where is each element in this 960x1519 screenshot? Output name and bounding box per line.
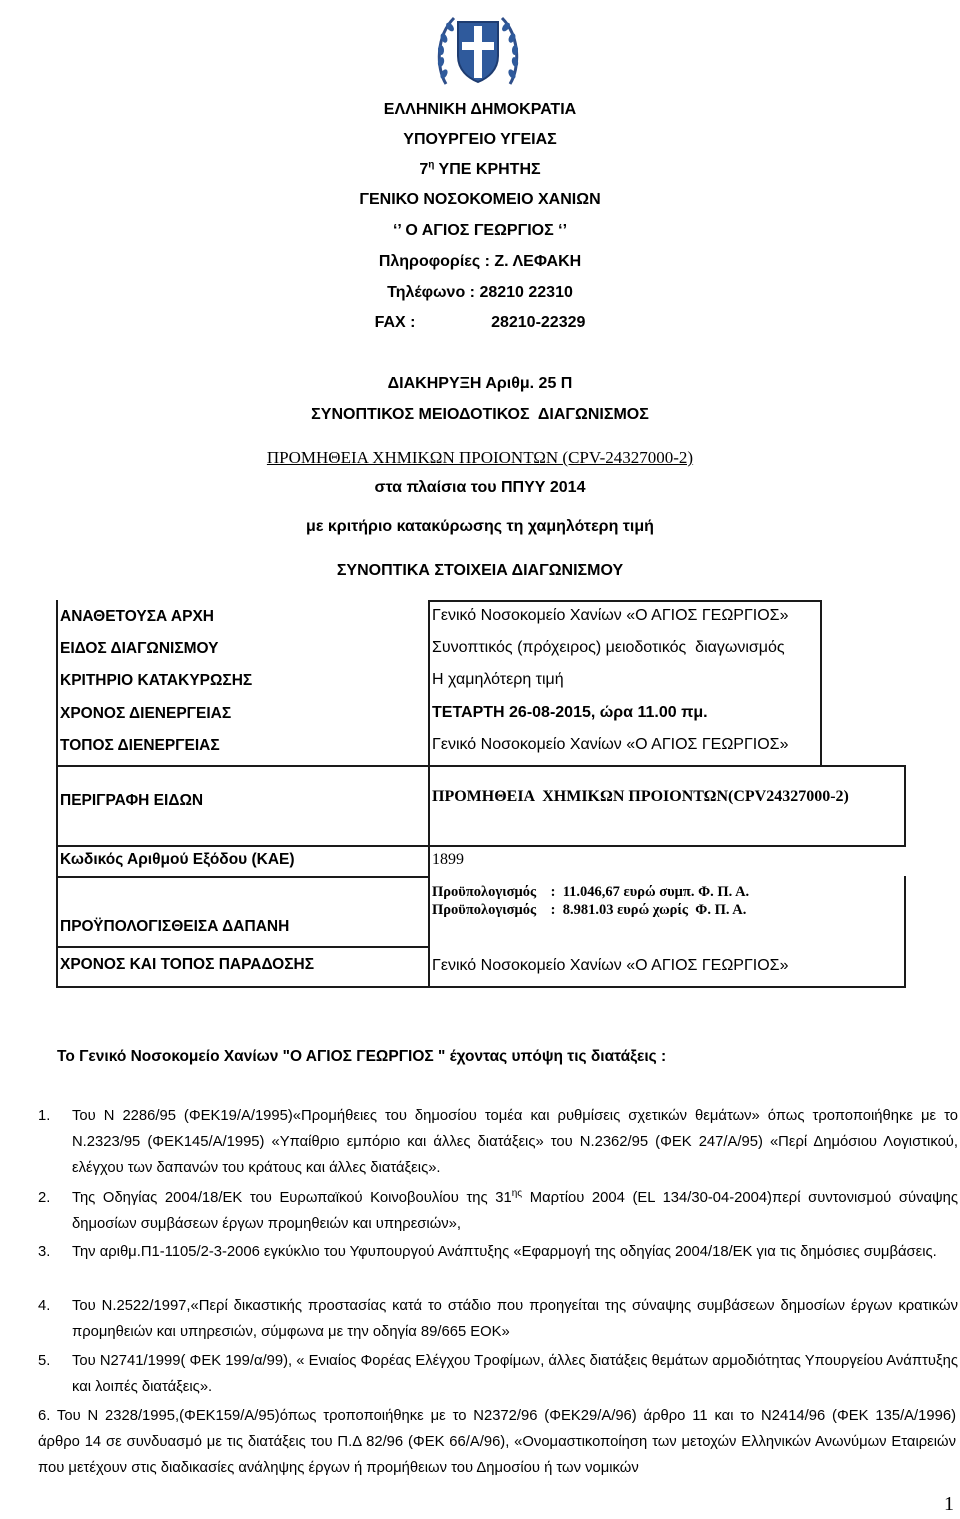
budget-line-with-vat: Προϋπολογισμός : 11.046,67 ευρώ συμπ. Φ. Π. Α. [432, 884, 750, 900]
supply-title: ΠΡΟΜΗΘΕΙΑ ΧΗΜΙΚΩΝ ΠΡΟΙΟΝΤΩΝ (CPV-24327000-2) [266, 448, 694, 467]
row-value-criterion: Η χαμηλότερη τιμή [432, 671, 564, 688]
header-fax: FAX : 28210-22329 [374, 314, 586, 331]
delivery-label: ΧΡΟΝΟΣ ΚΑΙ ΤΟΠΟΣ ΠΑΡΑΔΟΣΗΣ [60, 956, 315, 973]
provision-1: 1. Του Ν 2286/95 (ΦΕΚ19/Α/1995)«Προμήθειες του δημοσίου τομέα και ρυθμίσεις σχετικών θεμάτων» όπως τροποποιήθηκε με το Ν.2323/95 (ΦΕΚ145/Α/1995) «Υπαίθριο εμπόριο και άλλες διατάξεις» του Ν.2362/95 (ΦΕΚ 247/Α/95) «Περί Δημόσιου Λογιστικού, ελέγχου των δαπανών του κράτους και άλλες διατάξεις». [38, 1108, 958, 1176]
header-ministry: ΥΠΟΥΡΓΕΙΟ ΥΓΕΙΑΣ [403, 131, 557, 148]
row-value-type: Συνοπτικός (πρόχειρος) μειοδοτικός διαγωνισμός [432, 639, 785, 656]
provision-2: 2. Της Οδηγίας 2004/18/ΕΚ του Ευρωπαϊκού Κοινοβουλίου της $31^{\eta\varsigma}$ Μαρτίου 2004 (EL 134/30-04-2004)περί συντονισμού σύναψης δημοσίων συμβάσεων έργων προμηθειών και υπηρεσιών», [38, 1188, 958, 1232]
row-value-place: Γενικό Νοσοκομείο Χανίων «Ο ΑΓΙΟΣ ΓΕΩΡΓΙΟΣ» [432, 736, 789, 753]
kae-label: Κωδικός Αριθμού Εξόδου (ΚΑΕ) [60, 851, 295, 868]
page-number: 1 [944, 1493, 954, 1515]
intro-sentence: Το Γενικό Νοσοκομείο Χανίων "Ο ΑΓΙΟΣ ΓΕΩΡΓΙΟΣ " έχοντας υπόψη τις διατάξεις : [57, 1048, 667, 1065]
row-value-date: ΤΕΤΑΡΤΗ 26-08-2015, ώρα 11.00 πμ. [432, 704, 708, 721]
row-label-authority: ΑΝΑΘΕΤΟΥΣΑ ΑΡΧΗ [60, 608, 215, 625]
header-info: Πληροφορίες : Ζ. ΛΕΦΑΚΗ [378, 253, 582, 270]
header-phone: Τηλέφωνο : 28210 22310 [387, 284, 573, 301]
announcement-number: ΔΙΑΚΗΡΥΞΗ Αριθμ. 25 Π [387, 375, 573, 392]
delivery-value: Γενικό Νοσοκομείο Χανίων «Ο ΑΓΙΟΣ ΓΕΩΡΓΙΟΣ» [432, 957, 789, 974]
budget-line-without-vat: Προϋπολογισμός : 8.981.03 ευρώ χωρίς Φ. Π. Α. [432, 902, 747, 918]
header-hospital: ΓΕΝΙΚΟ ΝΟΣΟΚΟΜΕΙΟ ΧΑΝΙΩΝ [359, 191, 601, 208]
budget-label: ΠΡΟΫΠΟΛΟΓΙΣΘΕΙΣΑ ΔΑΠΑΝΗ [60, 918, 290, 935]
description-label: ΠΕΡΙΓΡΑΦΗ ΕΙΔΩΝ [60, 792, 204, 809]
row-value-authority: Γενικό Νοσοκομείο Χανίων «Ο ΑΓΙΟΣ ΓΕΩΡΓΙΟΣ» [432, 607, 789, 624]
provision-4: 4. Του Ν.2522/1997,«Περί δικαστικής προστασίας κατά το στάδιο που προηγείται της σύναψης συμβάσεων δημοσίων έργων κρατικών προμηθειών και υπηρεσιών, σύμφωνα με την οδηγία 89/665 ΕΟΚ» [38, 1298, 958, 1340]
competition-title: ΣΥΝΟΠΤΙΚΟΣ ΜΕΙΟΔΟΤΙΚΟΣ ΔΙΑΓΩΝΙΣΜΟΣ [311, 406, 649, 423]
framework-title: στα πλαίσια του ΠΠΥΥ 2014 [374, 479, 586, 496]
provision-5: 5. Του Ν2741/1999( ΦΕΚ 199/α/99), « Ενιαίος Φορέας Ελέγχου Τροφίμων, άλλες διατάξεις θεμάτων αρμοδιότητας Υπουργείου Ανάπτυξης και λοιπές διατάξεις». [38, 1353, 958, 1395]
row-label-date: ΧΡΟΝΟΣ ΔΙΕΝΕΡΓΕΙΑΣ [60, 705, 232, 722]
row-label-type: ΕΙΔΟΣ ΔΙΑΓΩΝΙΣΜΟΥ [60, 640, 219, 657]
header-hospital-name: ‘’ Ο ΑΓΙΟΣ ΓΕΩΡΓΙΟΣ ‘’ [392, 222, 568, 239]
greek-state-emblem-icon [432, 6, 524, 92]
row-label-criterion: ΚΡΙΤΗΡΙΟ ΚΑΤΑΚΥΡΩΣΗΣ [60, 672, 253, 689]
header-ype: $7^\eta$ ΥΠΕ ΚΡΗΤΗΣ [419, 159, 541, 178]
criterion-title: με κριτήριο κατακύρωσης τη χαμηλότερη τιμή [306, 518, 654, 535]
provision-3: 3. Την αριθμ.Π1-1105/2-3-2006 εγκύκλιο του Υφυπουργού Ανάπτυξης «Εφαρμογή της οδηγίας 2004/18/ΕΚ για τις δημόσιες συμβάσεις. [38, 1244, 937, 1260]
summary-heading: ΣΥΝΟΠΤΙΚΑ ΣΤΟΙΧΕΙΑ ΔΙΑΓΩΝΙΣΜΟΥ [336, 562, 624, 579]
description-value: ΠΡΟΜΗΘΕΙΑ ΧΗΜΙΚΩΝ ΠΡΟΙΟΝΤΩΝ(CPV24327000-2) [432, 788, 849, 805]
header-republic: ΕΛΛΗΝΙΚΗ ΔΗΜΟΚΡΑΤΙΑ [383, 101, 577, 118]
kae-value: 1899 [432, 851, 464, 868]
provision-6: 6. Του Ν 2328/1995,(ΦΕΚ159/Α/95)όπως τροποποιήθηκε με το Ν2372/96 (ΦΕΚ29/Α/96) άρθρο 11 και το Ν2414/96 (ΦΕΚ 135/Α/1996) άρθρο 14 σε συνδυασμό με τις διατάξεις του Π.Δ 82/96 (ΦΕΚ 66/Α/96), «Ονομαστικοποίηση των μετοχών Ελληνικών Ανωνύμων Εταιρειών που μετέχουν στις διαδικασίες ανάληψης έργων ή προμήθειων του Δημοσίου ή των νομικών [38, 1408, 957, 1476]
row-label-place: ΤΟΠΟΣ ΔΙΕΝΕΡΓΕΙΑΣ [60, 737, 220, 754]
